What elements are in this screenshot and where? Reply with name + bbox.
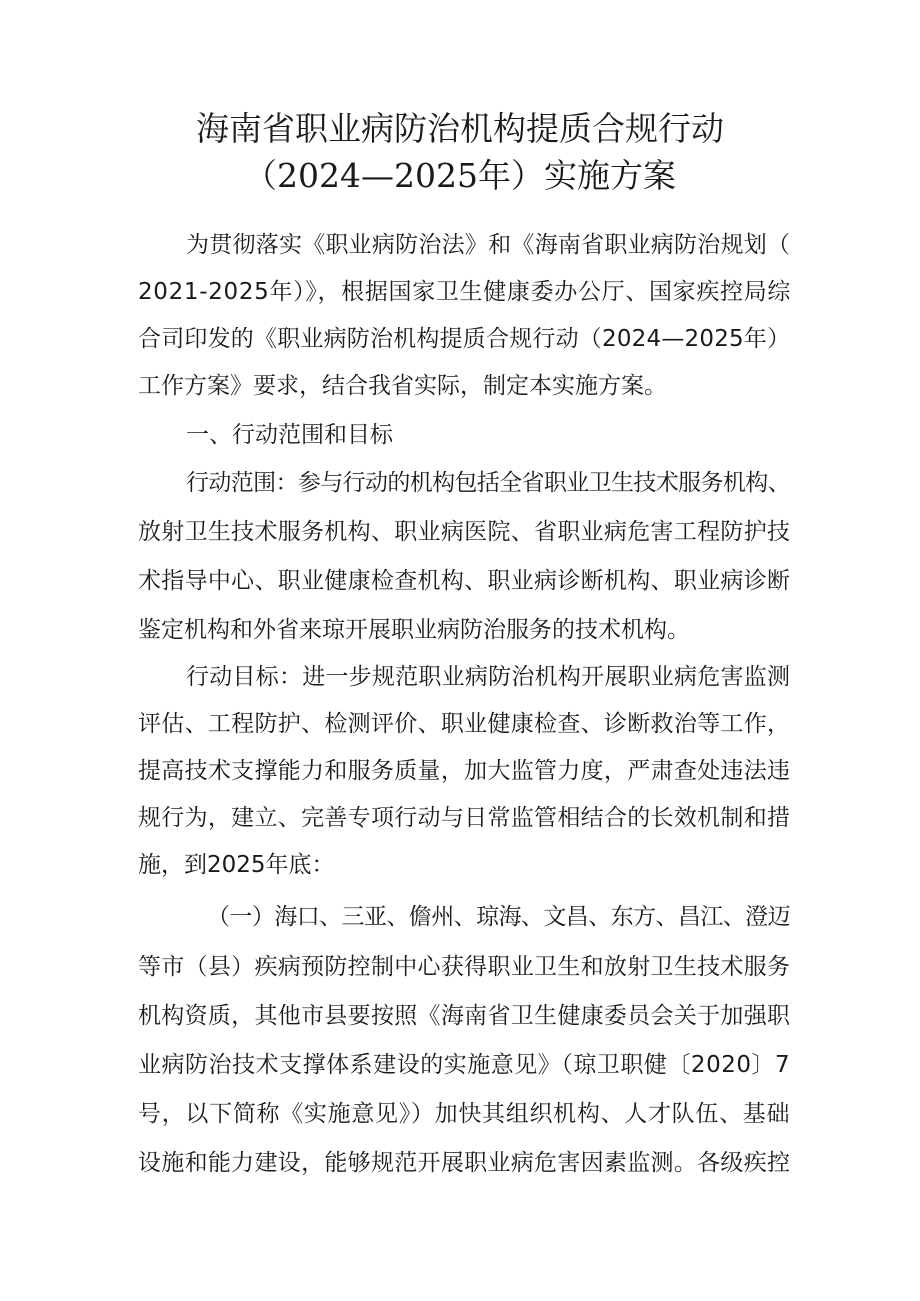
paragraph-line: 合司印发的《职业病防治机构提质合规行动（2024—2025年）: [138, 326, 791, 352]
paragraph-line: 业病防治技术支撑体系建设的实施意见》（琼卫职健〔2020〕7: [138, 1052, 791, 1078]
paragraph-line: 号，以下简称《实施意见》）加快其组织机构、人才队伍、基础: [138, 1101, 791, 1127]
paragraph-line: 评估、工程防护、检测评价、职业健康检查、诊断救治等工作，: [138, 711, 791, 737]
paragraph-line: 放射卫生技术服务机构、职业病医院、省职业病危害工程防护技: [138, 519, 791, 545]
paragraph-line: 设施和能力建设，能够规范开展职业病危害因素监测。各级疾控: [138, 1150, 791, 1176]
paragraph-line: 规行为，建立、完善专项行动与日常监管相结合的长效机制和措: [138, 805, 791, 831]
paragraph-line: 等市（县）疾病预防控制中心获得职业卫生和放射卫生技术服务: [138, 954, 791, 980]
paragraph-line: 鉴定机构和外省来琼开展职业病防治服务的技术机构。: [138, 617, 690, 643]
document-title-line-2: （2024—2025年）实施方案: [244, 156, 676, 195]
paragraph-line: 施，到2025年底：: [138, 852, 335, 878]
paragraph-line: 工作方案》要求，结合我省实际，制定本实施方案。: [138, 373, 667, 399]
paragraph-line: 提高技术支撑能力和服务质量，加大监管力度，严肃查处违法违: [138, 758, 791, 784]
paragraph-line: 2021-2025年）》，根据国家卫生健康委办公厅、国家疾控局综: [138, 279, 792, 305]
section-heading: 一、行动范围和目标: [186, 422, 393, 448]
document-title-line-1: 海南省职业病防治机构提质合规行动: [196, 109, 724, 148]
paragraph-line: 术指导中心、职业健康检查机构、职业病诊断机构、职业病诊断: [138, 568, 791, 594]
paragraph-line: 行动范围：参与行动的机构包括全省职业卫生技术服务机构、: [186, 470, 791, 496]
paragraph-line: 行动目标：进一步规范职业病防治机构开展职业病危害监测: [186, 664, 791, 690]
paragraph-line: 机构资质，其他市县要按照《海南省卫生健康委员会关于加强职: [138, 1003, 791, 1029]
paragraph-line: 为贯彻落实《职业病防治法》和《海南省职业病防治规划（: [186, 232, 791, 258]
list-item-line: （一）海口、三亚、儋州、琼海、文昌、东方、昌江、澄迈: [207, 904, 791, 930]
